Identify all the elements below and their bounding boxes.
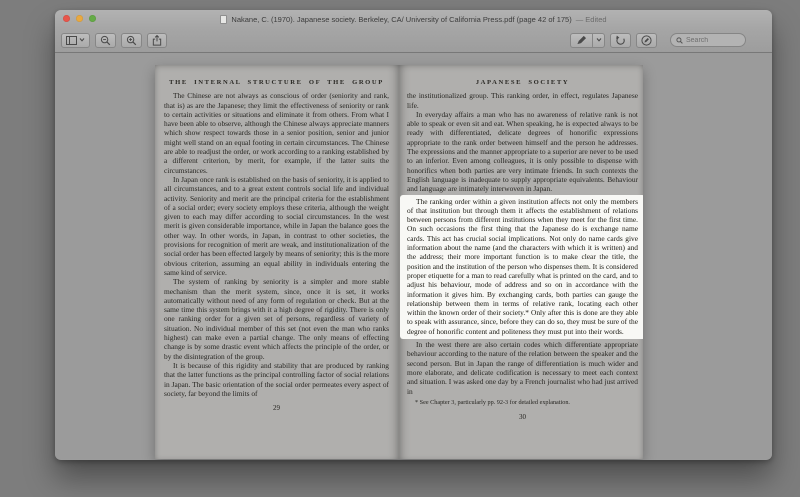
paragraph: the institutionalized group. This ranking order, in effect, regulates Japanese life.: [407, 91, 638, 110]
chevron-down-icon: [596, 38, 602, 42]
markup-toolbar-button[interactable]: [636, 33, 657, 48]
document-proxy-icon: [220, 15, 227, 24]
toolbar-right-group: [570, 33, 746, 48]
toolbar: [55, 28, 772, 53]
highlight-tool-button[interactable]: [570, 33, 592, 48]
search-icon: [676, 31, 683, 49]
magnifier-minus-icon: [100, 35, 111, 46]
window-edited-badge: — Edited: [575, 14, 607, 24]
footnote: * See Chapter 3, particularly pp. 92-3 for detailed explanation.: [415, 398, 570, 406]
titlebar[interactable]: [55, 10, 772, 28]
paragraph: In Japan once rank is established on the basis of seniority, it is applied to all circumstances, and to a great extent controls social life and individual activity. Seniority and merit are the principal criteria for the establishment of a social order; every society employs these criteria, although the weight given to each may differ according to social circumstances. In the west merit is given considerable importance, while in Japan the balance goes the other way. In other words, in Japan, in contrast to other societies, the provisions for recognition of merit are weak, and institutionalization of the social order has been effected largely by means of seniority; this is the more obvious criterion, assuming an equal ability in individuals entering the same kind of service.: [164, 174, 389, 277]
window-title: Nakane, C. (1970). Japanese society. Berkeley, CA/ University of California Press.pdf (page 42 of 175): [231, 14, 572, 24]
sidebar-toggle-button[interactable]: [61, 33, 90, 48]
toolbar-left-group: [61, 33, 167, 48]
running-head-right: JAPANESE SOCIETY: [475, 79, 570, 86]
highlight-tool-dropdown[interactable]: [592, 33, 605, 48]
chevron-down-icon: [79, 38, 85, 42]
rotate-left-button[interactable]: [610, 33, 631, 48]
page-number-right: 30: [519, 412, 526, 421]
paragraph: The Chinese are not always as conscious of order (seniority and rank, that is) as are the Japanese; they limit the effectiveness of seniority or rank to certain activities or situations and eliminate it from others. From what I have been able to observe, although the Chinese always appreciate manners which show respect towards those in a senior position, senior and junior might well stand on an equal footing in certain circumstances. The Chinese are able to readjust the order, or work according to a ranking established by a different criterion, by merit, for example, if the latter suits the circumstances.: [164, 91, 389, 175]
search-input[interactable]: [686, 37, 740, 44]
page-30: [399, 65, 643, 459]
zoom-in-button[interactable]: [121, 33, 142, 48]
page-number-left: 29: [273, 404, 280, 413]
sidebar-icon: [66, 36, 77, 45]
share-icon: [152, 35, 162, 46]
pdf-view-area: [55, 53, 772, 459]
paragraph: In everyday affairs a man who has no awareness of relative rank is not able to speak or even sit and eat. When speaking, he is expected always to be ready with differentiated, delicate degrees of honorific expressions appropriate to the rank order between himself and the person he addresses. The expressions and the manner appropriate to a superior are never to be used to an inferior. Even among colleagues, it is only possible to dispense with honorifics when both parties are very intimate friends. In such contexts the English language is inadequate to supply appropriate equivalents. Behaviour and language are intimately interwoven in Japan.: [407, 109, 638, 194]
paragraph: In the west there are also certain codes which differentiate appropriate behaviour according to the nature of the relation between the speaker and the second person. But in Japan the range of differentiation is much wider and more elaborate, and delicate codification is necessary to meet each context and situation. I was asked one day by a French journalist who had just arrived in: [407, 340, 638, 396]
page-spread: [155, 65, 643, 459]
highlighter-icon: [576, 35, 587, 45]
paragraph: It is because of this rigidity and stability that are produced by ranking that the latter functions as the principal controlling factor of social relations in Japan. The basic orientation of the social order permeates every aspect of society, far beyond the limits of: [164, 360, 389, 398]
magnifier-plus-icon: [126, 35, 137, 46]
share-button[interactable]: [147, 33, 167, 48]
window-title-area: [55, 10, 772, 28]
highlight-segmented-control: [570, 33, 605, 48]
page-29: [155, 65, 399, 459]
paragraph: The system of ranking by seniority is a simpler and more stable mechanism than the merit system, since, once it is set, it works automatically without need of any form of regulation or check. But at the same time this system brings with it a high degree of rigidity. There is only one ranking order for a given set of persons, regardless of variety of situation. No individual member of this set (not even the man who ranks highest) can make even a partial change. The only means of effecting change is by some drastic event which affects the principle of the order, or by the disintegration of the group.: [164, 277, 389, 361]
zoom-out-button[interactable]: [95, 33, 116, 48]
search-field[interactable]: [670, 33, 746, 47]
running-head-left: THE INTERNAL STRUCTURE OF THE GROUP: [169, 79, 384, 86]
highlighted-annotation[interactable]: The ranking order within a given institution affects not only the members of that institution but through them it affects the establishment of relations between persons from different institutions when they meet for the first time. On such occasions the first thing that the Japanese do is exchange name cards. This act has crucial social implications. Not only do name cards give information about the name (and the characters with which it is written) and the address; their more important function is to make clear the title, the position and the institution of the person who dispenses them. It is considered proper etiquette for a man to read carefully what is printed on the card, and to adjust his behaviour, mode of address and so on in accordance with the information it gives him. By exchanging cards, both parties can gauge the relationship between them in terms of relative rank, locating each other within the known order of their society.* Only after this is done are they able to speak with assurance, since, before they can do so, they must be sure of the degree of honorific content and politeness they must put into their words.: [400, 195, 643, 339]
rotate-left-icon: [615, 35, 626, 46]
preview-window: [55, 10, 772, 460]
markup-pencil-icon: [641, 35, 652, 46]
